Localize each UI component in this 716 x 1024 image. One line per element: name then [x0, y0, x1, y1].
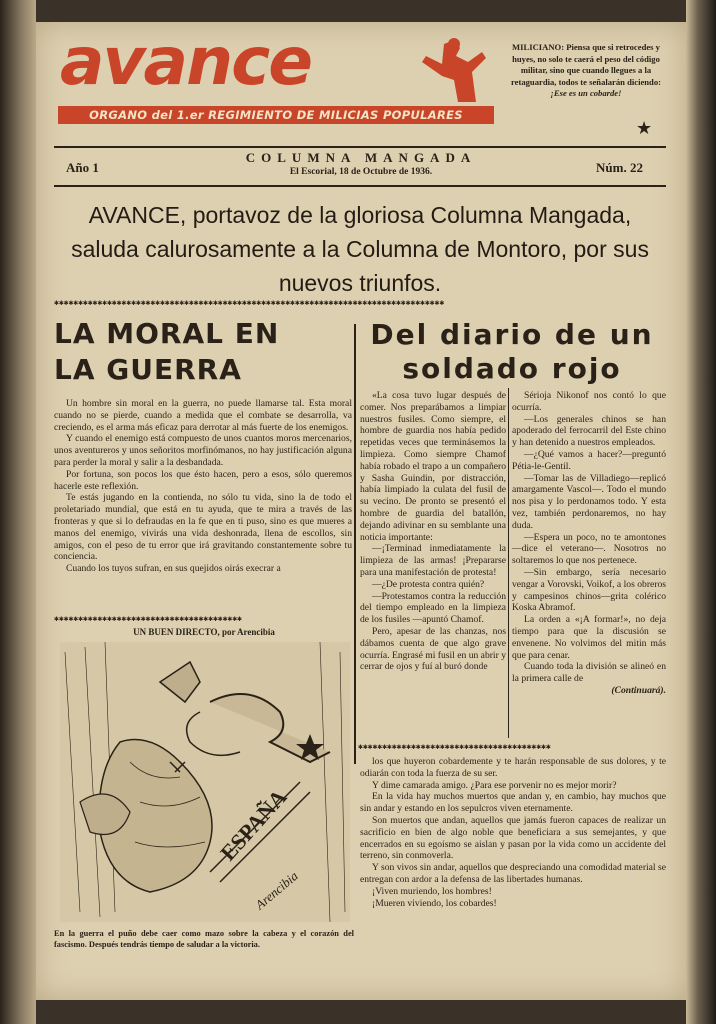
star-divider: ✱✱✱✱✱✱✱✱✱✱✱✱✱✱✱✱✱✱✱✱✱✱✱✱✱✱✱✱✱✱✱✱✱✱✱✱✱✱✱ — [54, 614, 242, 623]
moral-title-line1: LA MORAL EN — [54, 317, 280, 350]
divider — [54, 185, 666, 187]
moral-body-continued — [360, 756, 666, 909]
column-title: COLUMNA MANGADA — [245, 150, 477, 165]
paragraph: Te estás jugando en la contienda, no sólo tu vida, sino la de todo el proletariado mundial, que está en tu ayuda, que te mira a través de las fronteras y que si lo defraudas en la fe que en ti puso, sino es que mueres a manos del enemigo, vivirás una vida deshonrada, llena de escollos, sin amigos, con el peso de tu error que irá gravitando constantemente sobre tu conciencia. — [54, 492, 352, 563]
moral-body — [54, 398, 352, 575]
paragraph: Sérioja Nikonof nos contó lo que ocurría. — [512, 390, 666, 413]
cartoon-caption: En la guerra el puño debe caer como mazo sobre la cabeza y el corazón del fascismo. Después tendrás tiempo de saludar a la victoria. — [54, 929, 354, 949]
cartoon-title: UN BUEN DIRECTO, por Arencibia — [133, 627, 275, 637]
note-text: MILICIANO: Piensa que si retrocedes y huyes, no solo te caerá el peso del código militar, sino que cuando llegues a la retaguardia, todos te señalarán diciendo: — [511, 42, 661, 87]
paragraph: La orden a «¡A formar!», no deja tiempo para que la discusión se envenene. No volvimos del mitin más que para cenar. — [512, 614, 666, 661]
paragraph: Un hombre sin moral en la guerra, no puede llamarse tal. Esta moral cuando no se pierde, cuando a medida que el combate se desarrolla, va creciendo, es el arma más eficaz para derrotar al más fuerte de los enemigos. — [54, 398, 352, 433]
paragraph: —¿Qué vamos a hacer?—preguntó Pétia-le-Gentil. — [512, 448, 666, 472]
note-quote: ¡Ese es un cobarde! — [550, 88, 622, 98]
page-edge — [686, 0, 716, 1024]
avance-logo — [54, 23, 494, 104]
paragraph: Pero, apesar de las chanzas, nos dábamos cuenta de que algo grave ocurría. Engrasé mi fusil en un abrir y cerrar de ojos y fuí al buró donde — [360, 625, 506, 673]
diario-col1 — [360, 390, 506, 673]
paragraph: —Protestamos contra la reducción del tiempo empleado en la limpieza de los fusiles —apuntó Chamof. — [360, 590, 506, 626]
paragraph: los que huyeron cobardemente y te harán responsable de sus dolores, y te odiarán con toda la fuerza de su ser. — [360, 756, 666, 779]
cartoon-illustration — [60, 642, 350, 922]
paragraph: —¿De protesta contra quién? — [372, 578, 485, 590]
paragraph: Por fortuna, son pocos los que ésto hacen, pero a esos, sólo queremos hacerle este reflexión. — [54, 468, 352, 492]
issue-year: Año 1 — [66, 160, 99, 175]
column-rule — [354, 324, 356, 764]
issue-date: El Escorial, 18 de Octubre de 1936. — [289, 167, 433, 177]
issue-number: Núm. 22 — [596, 160, 643, 175]
divider — [54, 146, 666, 148]
paragraph: ¡Mueren viviendo, los cobardes! — [372, 897, 497, 909]
paragraph: Cuando los tuyos sufran, en sus quejidos oirás execrar a — [66, 563, 281, 575]
star-divider: ✱✱✱✱✱✱✱✱✱✱✱✱✱✱✱✱✱✱✱✱✱✱✱✱✱✱✱✱✱✱✱✱✱✱✱✱✱✱✱✱ — [358, 742, 551, 751]
paragraph: Y dime camarada amigo. ¿Para ese porvenir no es mejor morir? — [372, 779, 617, 791]
paragraph: Y son vivos sin andar, aquellos que despreciando una comodidad material se entregan con ardor a la defensa de las libertades humanas. — [360, 862, 666, 885]
paragraph: ¡Viven muriendo, los hombres! — [372, 885, 492, 897]
soldier-icon — [414, 36, 494, 104]
star-divider: ✱✱✱✱✱✱✱✱✱✱✱✱✱✱✱✱✱✱✱✱✱✱✱✱✱✱✱✱✱✱✱✱✱✱✱✱✱✱✱✱✱✱✱✱✱✱✱✱✱✱✱✱✱✱✱✱✱✱✱✱✱✱✱✱✱✱✱✱✱✱✱✱✱✱✱✱✱✱✱✱✱ — [54, 298, 445, 307]
cartoon-label: ESPAÑA — [215, 784, 292, 866]
paragraph: —Sin embargo, sería necesario vengar a Vorovski, Voikof, a los obreros y campesinos chinos—grita colérico Koska Abramof. — [512, 566, 666, 614]
paragraph: «La cosa tuvo lugar después de comer. Nos preparábamos a limpiar nuestros fusiles. Como siempre, el hombre de guardia nos había pedido repetidas veces que terminásemos la limpieza. Como siempre Chamof había robado el trapo a un compañero y Sasha Guindin, por distracción, había limpiado la culata del fusil de su vecino. De pronto se presentó el hombre de guardia del batallón, dejando adivinar en su semblante una noticia importante: — [360, 390, 506, 543]
masthead — [54, 23, 494, 124]
miliciano-note — [506, 42, 666, 100]
paragraph: Cuando toda la división se alineó en la primera calle de — [512, 661, 666, 685]
moral-title — [54, 316, 354, 388]
column-rule — [508, 388, 509, 738]
book-binding — [0, 0, 36, 1024]
continued-label: (Continuará). — [611, 684, 666, 696]
paragraph: —¡Terminad inmediatamente la limpieza de las armas! ¡Prepararse para una manifestación de protesta! — [360, 543, 506, 578]
masthead-subtitle: ORGANO del 1.er REGIMIENTO DE MILICIAS POPULARES — [58, 106, 494, 124]
paragraph: —Espera un poco, no te amontones—dice el veterano—. Nosotros no soltaremos lo que nos pertenece. — [512, 531, 666, 567]
paragraph: En la vida hay muchos muertos que andan y, en cambio, hay muchos que sin andar y estando en los sepulcros viven eternamente. — [360, 791, 666, 815]
star-icon: ★ — [636, 118, 653, 138]
diario-title — [358, 318, 666, 386]
diario-title-line2: soldado rojo — [402, 352, 622, 385]
diario-col2 — [512, 390, 666, 697]
moral-title-line2: LA GUERRA — [54, 353, 242, 386]
diario-title-line1: Del diario de un — [370, 318, 654, 351]
logo-text: avance — [60, 23, 311, 100]
paragraph: —Los generales chinos se han apoderado del ferrocarril del Este chino y han detenido a nuestros empleados. — [512, 413, 666, 449]
headline: AVANCE, portavoz de la gloriosa Columna Mangada, saluda calurosamente a la Columna de Montoro, por sus nuevos triunfos. — [71, 202, 649, 296]
paragraph: Y cuando el enemigo está compuesto de unos cuantos moros mercenarios, unos aventureros y unos señoritos morfinómanos, no hay justificación alguna para perder la moral y salir a la desbandada. — [54, 433, 352, 468]
paragraph: Son muertos que andan, aquellos que jamás fueron capaces de realizar un sacrificio en bien de algo noble que beneficiara a sus semejantes, y que encerrados en su egoísmo se aislan y pasan por la vida como un accidente del terreno, sin conmoverla. — [360, 814, 666, 862]
paragraph: —Tomar las de Villadiego—replicó amargamente Vascol—. Todo el mundo nos pisa y lo perdonamos todo. Y esta vez, también perdonaremos, no hay duda. — [512, 472, 666, 531]
cartoon-signature: Arencibia — [252, 868, 301, 913]
newspaper-page — [36, 22, 686, 1000]
